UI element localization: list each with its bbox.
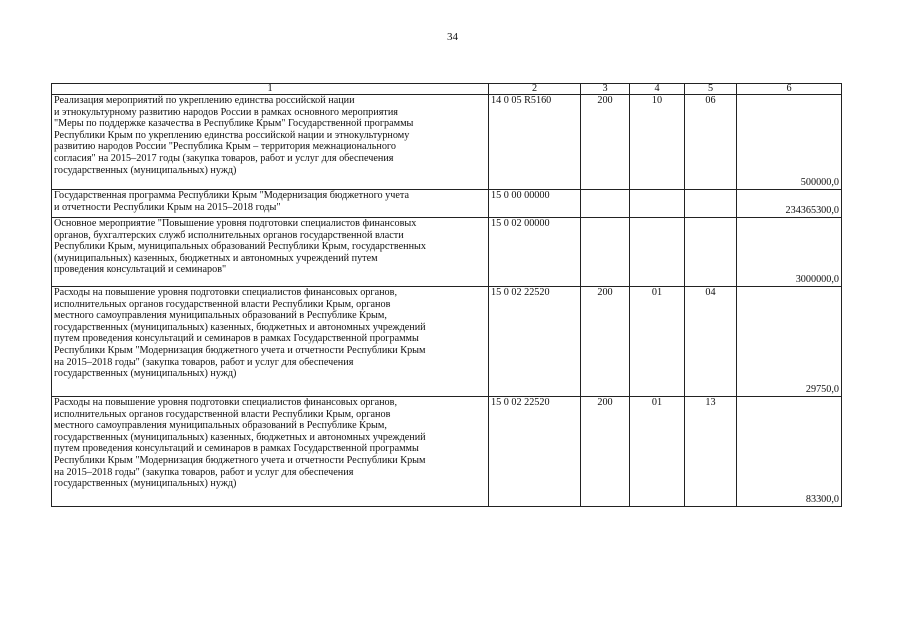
row-col4 <box>630 218 685 287</box>
page-number: 34 <box>447 31 458 43</box>
row-col5: 13 <box>685 397 737 507</box>
row-amount: 3000000,0 <box>737 218 842 287</box>
row-description: Расходы на повышение уровня подготовки специалистов финансовых органов, исполнительных органов государственной власти Республики Крым, органов местного самоуправления муниципальных образований в Республике Крым, государственных (муниципальных) казенных, бюджетных и автономных учреждений путем проведения консультаций и семинаров в рамках Государственной программы Республики Крым "Модернизация бюджетного учета и отчетности Республики Крым на 2015–2018 годы" (закупка товаров, работ и услуг для обеспечения государственных (муниципальных) нужд) <box>52 287 489 397</box>
column-header: 4 <box>630 84 685 95</box>
row-col5: 06 <box>685 95 737 190</box>
row-col5 <box>685 190 737 218</box>
row-code: 15 0 02 00000 <box>489 218 581 287</box>
column-header: 3 <box>581 84 630 95</box>
row-amount: 234365300,0 <box>737 190 842 218</box>
row-amount: 83300,0 <box>737 397 842 507</box>
row-col3 <box>581 190 630 218</box>
table-row <box>52 287 842 397</box>
column-header: 6 <box>737 84 842 95</box>
row-col5: 04 <box>685 287 737 397</box>
row-col3: 200 <box>581 397 630 507</box>
budget-table <box>51 83 842 507</box>
row-col4 <box>630 190 685 218</box>
row-col3: 200 <box>581 287 630 397</box>
row-description: Основное мероприятие "Повышение уровня подготовки специалистов финансовых органов, бухгалтерских служб исполнительных органов государственной власти Республики Крым, муниципальных образований Республики Крым, государственных (муниципальных) казенных, бюджетных и автономных учреждений путем проведения консультаций и семинаров" <box>52 218 489 287</box>
table-header-row <box>52 84 842 95</box>
row-col5 <box>685 218 737 287</box>
column-header: 1 <box>52 84 489 95</box>
row-code: 15 0 02 22520 <box>489 397 581 507</box>
row-col4: 01 <box>630 287 685 397</box>
row-description: Расходы на повышение уровня подготовки специалистов финансовых органов, исполнительных органов государственной власти Республики Крым, органов местного самоуправления муниципальных образований в Республике Крым, государственных (муниципальных) казенных, бюджетных и автономных учреждений путем проведения консультаций и семинаров в рамках Государственной программы Республики Крым "Модернизация бюджетного учета и отчетности Республики Крым на 2015–2018 годы" (закупка товаров, работ и услуг для обеспечения государственных (муниципальных) нужд) <box>52 397 489 507</box>
row-amount: 500000,0 <box>737 95 842 190</box>
row-code: 15 0 02 22520 <box>489 287 581 397</box>
row-col4: 10 <box>630 95 685 190</box>
row-description: Реализация мероприятий по укреплению единства российской нации и этнокультурному развитию народов России в рамках основного мероприятия "Меры по поддержке казачества в Республике Крым" Государственной программы Республики Крым по укреплению единства российской нации и этнокультурному развитию народов России "Республика Крым – территория межнационального согласия" на 2015–2017 годы (закупка товаров, работ и услуг для обеспечения государственных (муниципальных) нужд) <box>52 95 489 190</box>
column-header: 5 <box>685 84 737 95</box>
column-header: 2 <box>489 84 581 95</box>
row-code: 14 0 05 R5160 <box>489 95 581 190</box>
row-amount: 29750,0 <box>737 287 842 397</box>
table-row <box>52 95 842 190</box>
table-row <box>52 397 842 507</box>
row-col3 <box>581 218 630 287</box>
row-col3: 200 <box>581 95 630 190</box>
table-row <box>52 190 842 218</box>
table-row <box>52 218 842 287</box>
row-code: 15 0 00 00000 <box>489 190 581 218</box>
row-col4: 01 <box>630 397 685 507</box>
row-description: Государственная программа Республики Крым "Модернизация бюджетного учета и отчетности Республики Крым на 2015–2018 годы" <box>52 190 489 218</box>
